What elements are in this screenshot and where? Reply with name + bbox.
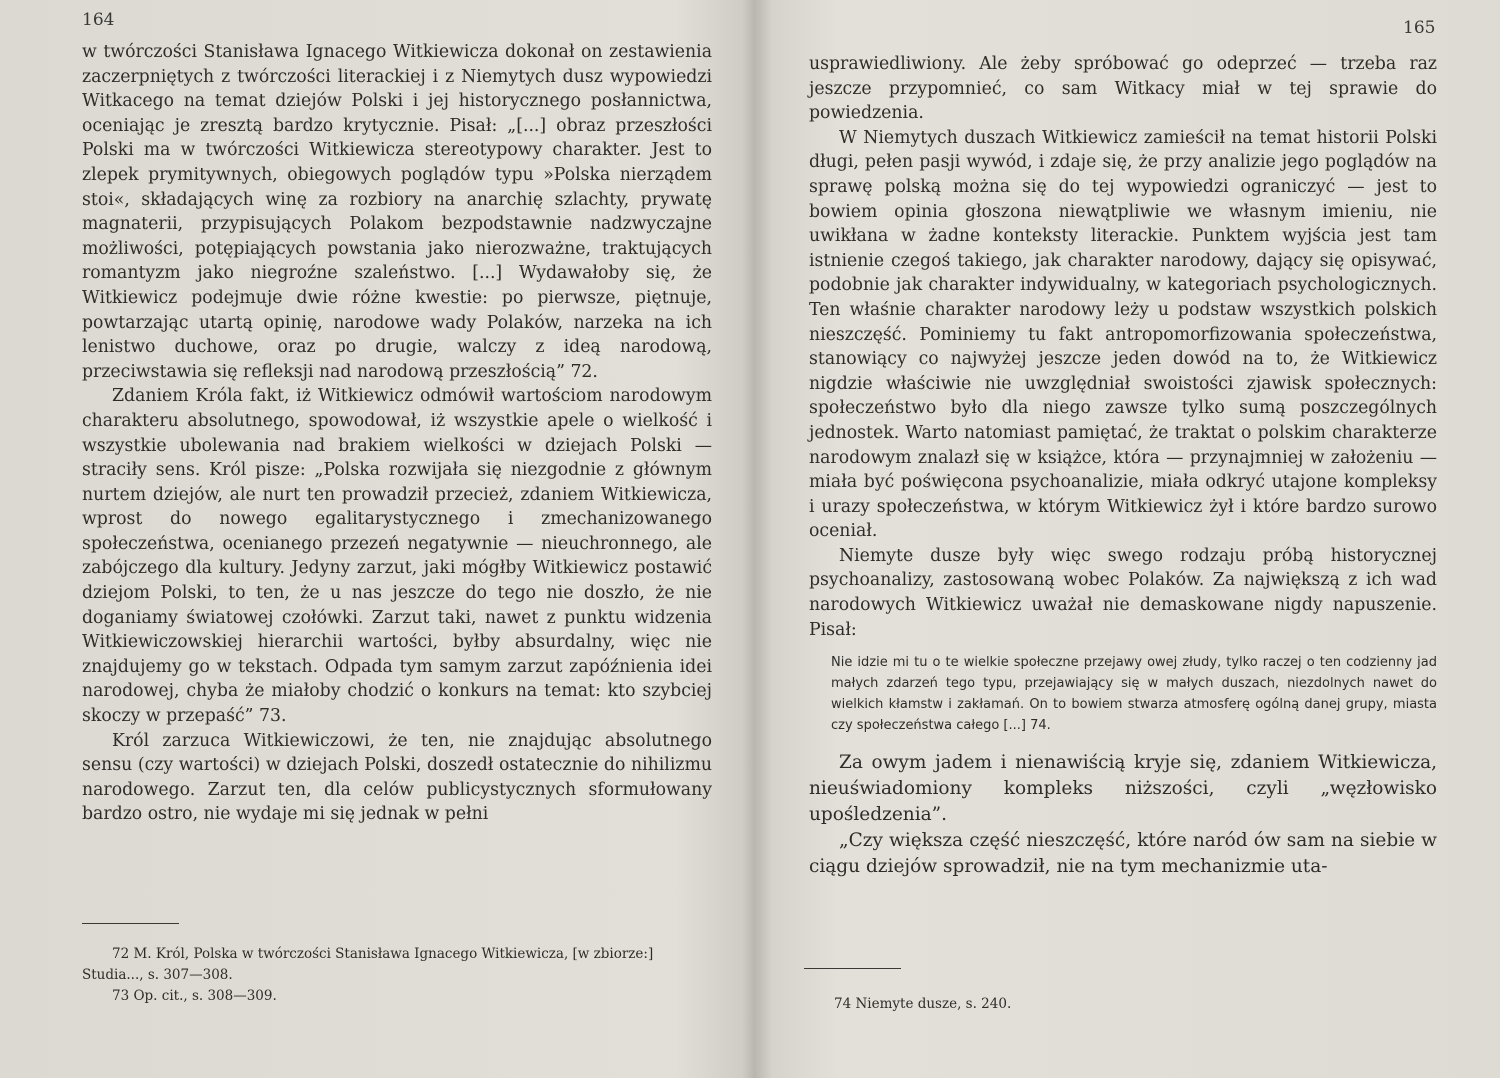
paragraph: Za owym jadem i nienawiścią kryje się, zdaniem Witkiewicza, nieuświadomiony kompleks niższości, czyli „węzłowisko upośledzenia”.	[809, 752, 1437, 826]
paragraph: „Czy większa część nieszczęść, które naród ów sam na siebie w ciągu dziejów sprowadził, nie na tym mechanizmie uta-	[809, 830, 1437, 878]
paragraph: Król zarzuca Witkiewiczowi, że ten, nie znajdując absolutnego sensu (czy wartości) w dziejach Polski, doszedł ostatecznie do nihilizmu narodowego. Zarzut ten, dla celów publicystycznych sformułowany bardzo ostro, nie wydaje mi się jednak w pełni	[82, 730, 712, 825]
body-text	[82, 40, 712, 827]
paragraph: w twórczości Stanisława Ignacego Witkiewicza dokonał on zestawienia zaczerpniętych z twórczości literackiej i z Niemytych dusz wypowiedzi Witkacego na temat dziejów Polski i jej historycznego posłannictwa, oceniając je zresztą bardzo krytycznie. Pisał: „[...] obraz przeszłości Polski ma w twórczości Witkiewicza stereotypowy charakter. Jest to zlepek prymitywnych, obiegowych poglądów typu »Polska nierządem stoi«, składających winę za rozbiory na anarchię szlachty, prywatę magnaterii, przypisujących Polakom bezpodstawnie nadzwyczajne możliwości, potępiających powstania jako nierozważne, traktujących romantyzm jako niegroźne szaleństwo. [...] Wydawałoby się, że Witkiewicz podejmuje dwie różne kwestie: po pierwsze, piętnuje, powtarzając utartą opinię, narodowe wady Polaków, narzeka na ich lenistwo duchowe, oraz po drugie, walczy z ideą narodową, przeciwstawia się refleksji nad narodową przeszłością” 72.	[82, 42, 712, 382]
paragraph: Zdaniem Króla fakt, iż Witkiewicz odmówił wartościom narodowym charakteru absolutnego, spowodował, iż wszystkie apele o wielkość i wszystkie ubolewania nad brakiem wielkości w dziejach Polski — straciły sens. Król pisze: „Polska rozwijała się niezgodnie z głównym nurtem dziejów, ale nurt ten prowadził przecież, zdaniem Witkiewicza, wprost do nowego egalitarystycznego i zmechanizowanego społeczeństwa, ocenianego przezeń negatywnie — nieuchronnego, ale zabójczego dla kultury. Jedyny zarzut, jaki mógłby Witkiewicz postawić dziejom Polski, to ten, że u nas jeszcze do tego nie doszło, że nie doganiamy światowej czołówki. Zarzut taki, nawet z punktu widzenia Witkiewiczowskiej hierarchii wartości, byłby absurdalny, więc nie znajdujemy go w tekstach. Odpada tym samym zarzut zapóźnienia idei narodowej, chyba że miałoby chodzić o konkurs na temat: kto szybciej skoczy w przepaść” 73.	[82, 386, 712, 727]
body-text	[809, 52, 1437, 880]
paragraph: Niemyte dusze były więc swego rodzaju próbą historycznej psychoanalizy, zastosowaną wobec Polaków. Za największą z ich wad narodowych Witkiewicz uważał nie demaskowane nigdy napuszenie. Pisał:	[809, 545, 1437, 640]
page-number: 164	[82, 10, 115, 30]
paragraph: usprawiedliwiony. Ale żeby spróbować go odeprzeć — trzeba raz jeszcze przypomnieć, co sam Witkacy miał w tej sprawie do powiedzenia.	[809, 54, 1437, 124]
block-quote: Nie idzie mi tu o te wielkie społeczne przejawy owej złudy, tylko raczej o ten codzienny jad małych zdarzeń tego typu, przejawiający się w małych duszach, niezdolnych nawet do wielkich kłamstw i zakłamań. On to bowiem stwarza atmosferę ogólną danej grupy, miasta czy społeczeństwa całego [...] 74.	[831, 655, 1437, 734]
page-number: 165	[1403, 18, 1436, 38]
footnotes	[834, 994, 1434, 1015]
footnote: 74 Niemyte dusze, s. 240.	[834, 996, 1012, 1012]
footnote: 73 Op. cit., s. 308—309.	[112, 988, 277, 1004]
footnote-separator	[82, 923, 179, 924]
paragraph: W Niemytych duszach Witkiewicz zamieścił na temat historii Polski długi, pełen pasji wywód, i zdaje się, że przy analizie jego poglądów na sprawę polską można się do tej wypowiedzi ograniczyć — jest to bowiem opinia głoszona niewątpliwie we własnym imieniu, nie uwikłana w żadne konteksty literackie. Punktem wyjścia jest tam istnienie czegoś takiego, jak charakter narodowy, dający się opisywać, podobnie jak charakter indywidualny, w kategoriach psychologicznych. Ten właśnie charakter narodowy leży u podstaw wszystkich polskich nieszczęść. Pominiemy tu fakt antropomorfizowania społeczeństwa, stanowiący co najwyżej jeszcze jeden dowód na to, że Witkiewicz nigdzie właściwie nie uwzględniał swoistości zjawisk społecznych: społeczeństwo było dla niego zawsze tylko sumą poszczególnych jednostek. Warto natomiast pamiętać, że traktat o polskim charakterze narodowym znalazł się w książce, która — przynajmniej w założeniu — miała być poświęcona psychoanalizie, miała odkryć utajone kompleksy i urazy społeczeństwa, w którym Witkiewicz żył i które bardzo surowo oceniał.	[809, 127, 1437, 542]
footnote: 72 M. Król, Polska w twórczości Stanisława Ignacego Witkiewicza, [w zbiorze:] Studia..., s. 307—308.	[82, 946, 654, 983]
right-page	[752, 0, 1500, 1078]
footnotes	[82, 944, 714, 1007]
footnote-separator	[804, 968, 901, 969]
